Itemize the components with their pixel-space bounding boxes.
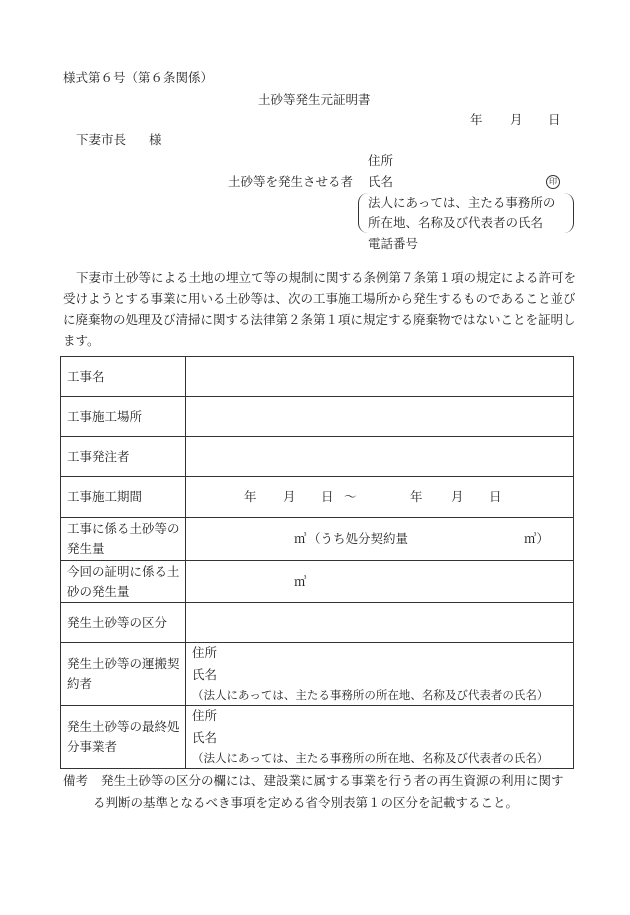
certified-volume-unit: ㎥ (294, 574, 307, 589)
construction-name-field[interactable] (186, 357, 574, 397)
document-title: 土砂等発生元証明書 (258, 92, 371, 107)
corporate-note-line1: 法人にあっては、主たる事務所の (368, 195, 556, 210)
applicant-role-label: 土砂等を発生させる者 (228, 174, 354, 189)
remarks-note (63, 770, 583, 814)
transport-contractor-field[interactable] (186, 643, 574, 706)
row-label-soil-category: 発生土砂等の区分 (61, 603, 186, 643)
table-row (61, 603, 574, 643)
table-row (61, 561, 574, 603)
remarks-label: 備考 (63, 773, 89, 788)
row-label-construction-name: 工事名 (61, 357, 186, 397)
period-end-day: 日 (489, 489, 502, 504)
row-label-orderer: 工事発注者 (61, 437, 186, 477)
applicant-address-label: 住所 (368, 153, 394, 168)
addressee-honorific: 様 (149, 132, 162, 147)
applicant-phone-label: 電話番号 (368, 236, 419, 251)
period-end-month: 月 (451, 489, 464, 504)
row-label-construction-period: 工事施工期間 (61, 477, 186, 518)
period-start-day: 日 (321, 489, 334, 504)
disposal-address-label: 住所 (192, 708, 218, 723)
table-row (61, 357, 574, 397)
row-label-certified-volume: 今回の証明に係る土砂の発生量 (61, 561, 186, 603)
table-row (61, 477, 574, 518)
transport-corporate-note: （法人にあっては、主たる事務所の所在地、名称及び代表者の氏名） (192, 688, 549, 702)
table-row (61, 397, 574, 437)
row-label-transport-contractor: 発生土砂等の運搬契約者 (61, 643, 186, 706)
table-row (61, 643, 574, 706)
disposal-contract-unit: ㎥） (524, 531, 550, 546)
row-label-disposal-operator: 発生土砂等の最終処分事業者 (61, 706, 186, 769)
disposal-operator-field[interactable] (186, 706, 574, 769)
date-day: 日 (548, 112, 561, 127)
corporate-note-line2: 所在地、名称及び代表者の氏名 (368, 215, 544, 230)
soil-volume-field[interactable] (186, 518, 574, 561)
table-row (61, 706, 574, 769)
date-year: 年 (470, 112, 483, 127)
remarks-line2: る判断の基準となるべき事項を定める省令別表第１の区分を記載すること。 (93, 795, 519, 810)
period-end-year: 年 (410, 489, 423, 504)
row-label-soil-volume: 工事に係る土砂等の発生量 (61, 518, 186, 561)
certificate-table (60, 356, 574, 769)
disposal-corporate-note: （法人にあっては、主たる事務所の所在地、名称及び代表者の氏名） (192, 751, 549, 765)
period-start-month: 月 (283, 489, 296, 504)
table-row (61, 518, 574, 561)
form-number: 様式第６号（第６条関係） (63, 70, 214, 85)
soil-volume-unit: ㎥ (294, 531, 307, 546)
certification-paragraph: 下妻市土砂等による土地の埋立て等の規制に関する条例第７条第１項の規定による許可を受けようとする事業に用いる土砂等は、次の工事施工場所から発生するものであること並びに廃棄物の処理及び清掃に関する法律第２条第１項に規定する廃棄物ではないことを証明します。 (63, 270, 577, 348)
soil-category-field[interactable] (186, 603, 574, 643)
date-month: 月 (510, 112, 523, 127)
certified-volume-field[interactable] (186, 561, 574, 603)
orderer-field[interactable] (186, 437, 574, 477)
seal-mark: 印 (546, 175, 560, 189)
period-start-year: 年 (244, 489, 257, 504)
disposal-contract-label: （うち処分契約量 (308, 531, 409, 546)
addressee: 下妻市長 (76, 132, 127, 147)
row-label-construction-site: 工事施工場所 (61, 397, 186, 437)
construction-site-field[interactable] (186, 397, 574, 437)
transport-name-label: 氏名 (192, 667, 218, 682)
transport-address-label: 住所 (192, 645, 218, 660)
table-row (61, 437, 574, 477)
remarks-line1: 発生土砂等の区分の欄には、建設業に属する事業を行う者の再生資源の利用に関す (101, 773, 564, 788)
disposal-name-label: 氏名 (192, 730, 218, 745)
construction-period-field[interactable] (186, 477, 574, 518)
applicant-name-label: 氏名 (368, 174, 394, 189)
period-tilde: ～ (344, 489, 357, 504)
